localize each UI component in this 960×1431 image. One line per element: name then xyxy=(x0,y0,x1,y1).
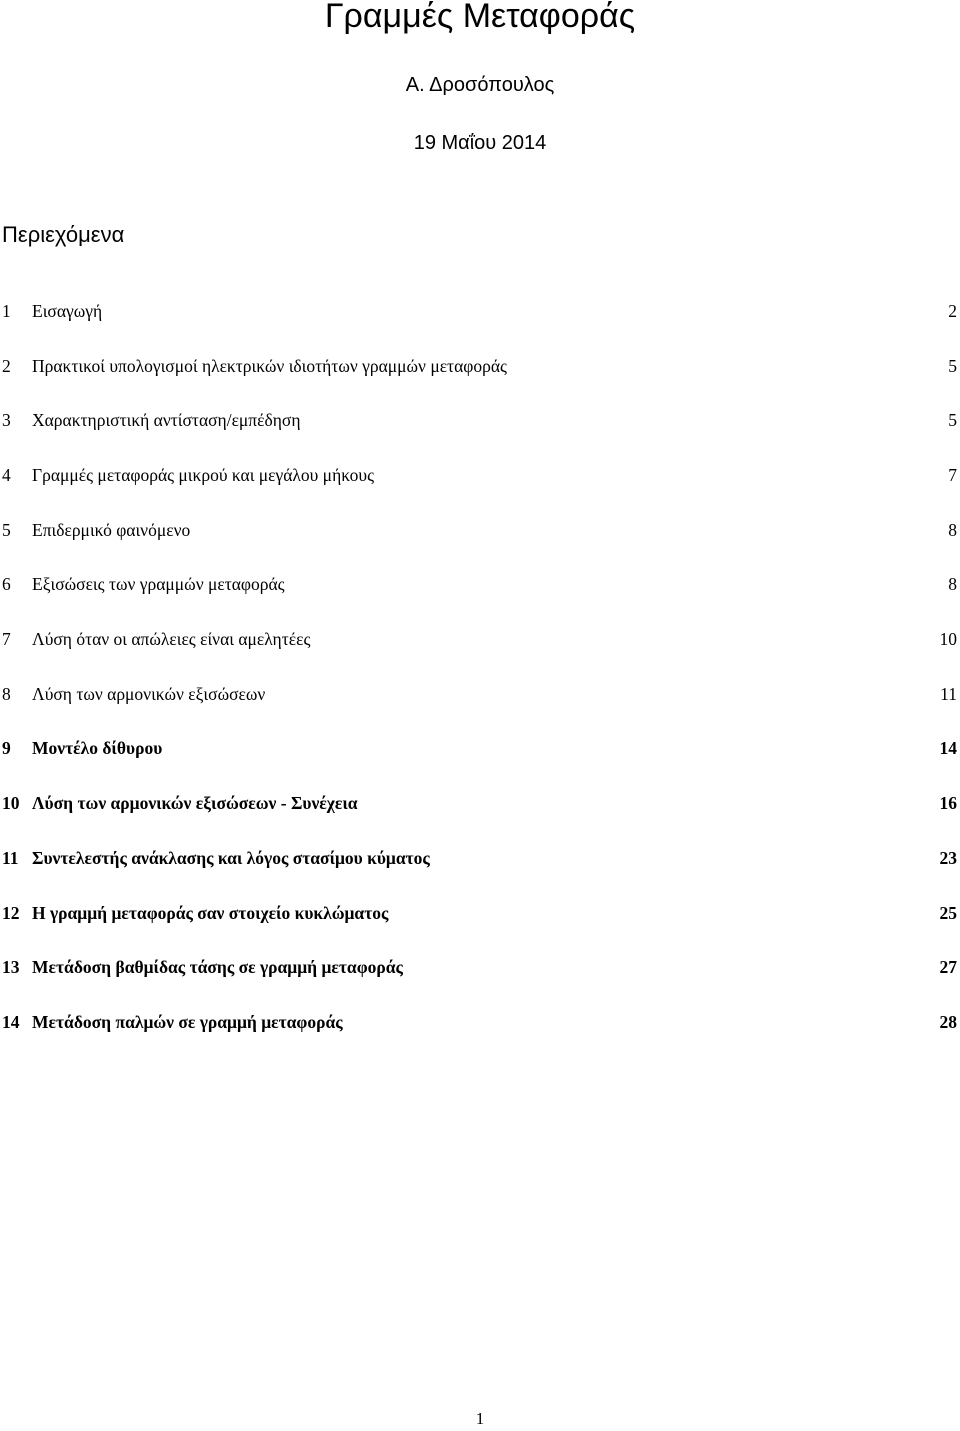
toc-entry-label[interactable]: Συντελεστής ανάκλασης και λόγος στασίμου κύματος xyxy=(32,848,430,868)
toc-entry-label[interactable]: Μοντέλο δίθυρου xyxy=(32,738,163,758)
toc-entry[interactable] xyxy=(0,1009,960,1035)
toc-entry-label[interactable]: Γραμμές μεταφοράς μικρού και μεγάλου μήκους xyxy=(32,465,374,485)
toc-entry-page[interactable]: 11 xyxy=(940,684,957,704)
toc-entry-label[interactable]: Εισαγωγή xyxy=(32,301,103,321)
toc-entry-page[interactable]: 10 xyxy=(939,629,957,649)
toc-entry-page[interactable]: 25 xyxy=(939,903,957,923)
toc-entry-page[interactable]: 5 xyxy=(948,410,957,430)
toc-entry-page[interactable]: 16 xyxy=(939,793,957,813)
toc-entry-page[interactable]: 8 xyxy=(948,574,957,594)
toc-entry-number: 1 xyxy=(2,301,11,321)
toc-entry-page[interactable]: 5 xyxy=(948,356,957,376)
toc-entry-label[interactable]: Πρακτικοί υπολογισμοί ηλεκτρικών ιδιοτήτων γραμμών μεταφοράς xyxy=(32,356,507,376)
document-author: Α. Δροσόπουλος xyxy=(405,74,555,96)
document-title: Γραμμές Μεταφοράς xyxy=(324,0,636,35)
toc-entry[interactable] xyxy=(0,407,960,433)
toc-entry-label[interactable]: Λύση όταν οι απώλειες είναι αμελητέες xyxy=(32,629,311,649)
toc-entry[interactable] xyxy=(0,353,960,379)
toc-entry-page[interactable]: 8 xyxy=(948,520,957,540)
toc-entry-label[interactable]: Λύση των αρμονικών εξισώσεων xyxy=(32,684,266,704)
toc-entry-number: 7 xyxy=(2,629,11,649)
toc-entry-label[interactable]: Η γραμμή μεταφοράς σαν στοιχείο κυκλώματος xyxy=(32,903,389,923)
toc-entry-number: 14 xyxy=(2,1012,20,1032)
toc-entry-page[interactable]: 28 xyxy=(939,1012,957,1032)
toc-entry-number: 3 xyxy=(2,410,11,430)
toc-entry-number: 8 xyxy=(2,684,11,704)
toc-entry-page[interactable]: 23 xyxy=(939,848,957,868)
toc-entry[interactable] xyxy=(0,735,960,761)
document-date: 19 Μαΐου 2014 xyxy=(413,132,547,154)
toc-entry[interactable] xyxy=(0,954,960,980)
toc-entry[interactable] xyxy=(0,626,960,652)
toc-entry-number: 6 xyxy=(2,574,11,594)
toc-entry-number: 12 xyxy=(2,903,20,923)
toc-entry[interactable] xyxy=(0,845,960,871)
toc-entry-label[interactable]: Μετάδοση βαθμίδας τάσης σε γραμμή μεταφοράς xyxy=(32,957,403,977)
toc-heading: Περιεχόμενα xyxy=(2,222,125,247)
toc-entry-number: 11 xyxy=(2,848,19,868)
toc-entry[interactable] xyxy=(0,900,960,926)
toc-entry-page[interactable]: 2 xyxy=(948,301,957,321)
toc-entry-label[interactable]: Λύση των αρμονικών εξισώσεων - Συνέχεια xyxy=(32,793,358,813)
toc-entry[interactable] xyxy=(0,298,960,324)
toc-entry-number: 5 xyxy=(2,520,11,540)
toc-entry[interactable] xyxy=(0,790,960,816)
toc-entry-page[interactable]: 7 xyxy=(948,465,957,485)
page-number: 1 xyxy=(475,1409,485,1428)
toc-entry-number: 10 xyxy=(2,793,20,813)
toc-entry[interactable] xyxy=(0,517,960,543)
toc-entry[interactable] xyxy=(0,681,960,707)
toc-entry-page[interactable]: 27 xyxy=(939,957,957,977)
toc-entry-page[interactable]: 14 xyxy=(939,738,957,758)
toc-entry-label[interactable]: Χαρακτηριστική αντίσταση/εμπέδηση xyxy=(32,410,301,430)
toc-entry[interactable] xyxy=(0,571,960,597)
toc-entry-number: 4 xyxy=(2,465,11,485)
toc-entry[interactable] xyxy=(0,462,960,488)
toc-entry-number: 9 xyxy=(2,738,11,758)
toc-entry-label[interactable]: Εξισώσεις των γραμμών μεταφοράς xyxy=(32,574,285,594)
toc-entry-label[interactable]: Επιδερμικό φαινόμενο xyxy=(32,520,191,540)
toc-entry-number: 13 xyxy=(2,957,20,977)
toc-entry-label[interactable]: Μετάδοση παλμών σε γραμμή μεταφοράς xyxy=(32,1012,343,1032)
toc-entry-number: 2 xyxy=(2,356,11,376)
